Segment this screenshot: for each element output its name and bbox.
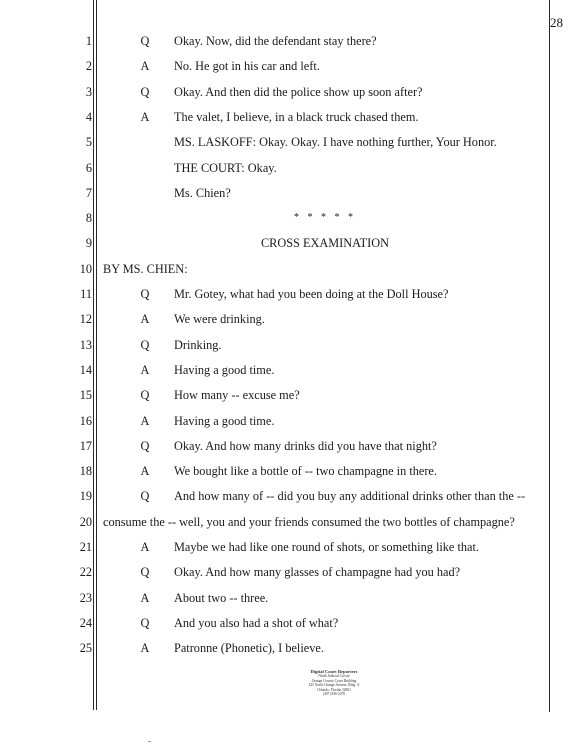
line-number: 23 xyxy=(79,590,92,605)
transcript-line xyxy=(0,234,579,252)
line-text: THE COURT: Okay. xyxy=(174,160,277,175)
line-text: CROSS EXAMINATION xyxy=(260,236,390,251)
line-text: About two -- three. xyxy=(174,590,269,605)
speaker-label: A xyxy=(140,312,150,327)
speaker-label: Q xyxy=(140,388,150,403)
transcript-line xyxy=(0,108,579,126)
line-number: 18 xyxy=(79,464,92,479)
line-text: Patronne (Phonetic), I believe. xyxy=(174,641,324,656)
line-number: 17 xyxy=(79,438,92,453)
transcript-line xyxy=(0,285,579,303)
line-text: MS. LASKOFF: Okay. Okay. I have nothing further, Your Honor. xyxy=(174,135,497,150)
transcript-line xyxy=(0,437,579,455)
line-text: How many -- excuse me? xyxy=(174,388,300,403)
transcript-line xyxy=(0,32,579,50)
line-text: BY MS. CHIEN: xyxy=(103,261,188,276)
line-number: 2 xyxy=(85,59,92,74)
line-text: And how many of -- did you buy any additional drinks other than the -- xyxy=(174,489,526,504)
line-text: Okay. And then did the police show up soon after? xyxy=(174,84,423,99)
line-number: 10 xyxy=(79,261,92,276)
line-text: We bought like a bottle of -- two champagne in there. xyxy=(174,464,437,479)
line-text: The valet, I believe, in a black truck chased them. xyxy=(174,109,419,124)
transcript-line xyxy=(0,487,579,505)
transcript-line xyxy=(0,412,579,430)
transcript-line xyxy=(0,336,579,354)
line-number: 3 xyxy=(85,84,92,99)
line-number: 6 xyxy=(85,160,92,175)
speaker-label: A xyxy=(140,109,150,124)
line-number: 25 xyxy=(79,641,92,656)
line-number: 1 xyxy=(85,34,92,48)
line-text: Okay. Now, did the defendant stay there? xyxy=(174,34,377,48)
line-text: Okay. And how many glasses of champagne had you had? xyxy=(174,565,461,580)
transcript-line xyxy=(0,260,579,278)
reporter-address-line: Orlando, Florida 32801 xyxy=(317,687,351,692)
speaker-label: Q xyxy=(140,84,150,99)
transcript-line xyxy=(0,209,579,227)
line-text: Having a good time. xyxy=(174,362,275,377)
reporter-name: Digital Court Reporters xyxy=(310,669,358,674)
transcript-line xyxy=(0,513,579,531)
transcript-line xyxy=(0,538,579,556)
line-text: Having a good time. xyxy=(174,413,275,428)
speaker-label: A xyxy=(140,590,150,605)
line-number: 8 xyxy=(85,211,92,226)
transcript-line xyxy=(0,361,579,379)
speaker-label: A xyxy=(140,464,150,479)
line-number: 7 xyxy=(85,185,92,200)
speaker-label: Q xyxy=(140,438,150,453)
speaker-label: Q xyxy=(140,489,150,504)
transcript-line xyxy=(0,386,579,404)
line-number: 14 xyxy=(79,362,92,377)
transcript-line xyxy=(0,589,579,607)
speaker-label: Q xyxy=(140,34,150,48)
line-number: 19 xyxy=(79,489,92,504)
line-text: And you also had a shot of what? xyxy=(174,615,339,630)
speaker-label: A xyxy=(140,413,150,428)
line-number: 13 xyxy=(79,337,92,352)
line-number: 22 xyxy=(79,565,92,580)
line-number: 12 xyxy=(79,312,92,327)
reporter-footer xyxy=(280,670,388,696)
transcript-line xyxy=(0,133,579,151)
speaker-label: A xyxy=(140,641,150,656)
line-number: 9 xyxy=(85,236,92,251)
line-text: Drinking. xyxy=(174,337,222,352)
speaker-label: Q xyxy=(140,565,150,580)
transcript-line xyxy=(0,310,579,328)
line-number: 24 xyxy=(79,615,92,630)
transcript-line xyxy=(0,184,579,202)
speaker-label: Q xyxy=(140,337,150,352)
speaker-label: A xyxy=(140,59,150,74)
line-number: 11 xyxy=(80,287,92,301)
transcript-line xyxy=(0,563,579,581)
reporter-address-line: (407) 836-2270 xyxy=(322,692,346,697)
line-text: No. He got in his car and left. xyxy=(174,59,320,74)
line-text: * * * * * xyxy=(294,212,356,224)
line-number: 16 xyxy=(79,413,92,428)
line-text: Ms. Chien? xyxy=(174,185,231,200)
speaker-label: Q xyxy=(140,287,150,301)
transcript-line xyxy=(0,57,579,75)
reporter-address-line: Orange County Court Building xyxy=(311,678,357,683)
scan-mark xyxy=(148,741,151,742)
speaker-label: Q xyxy=(140,615,150,630)
reporter-address-line: Ninth Judicial Circuit xyxy=(318,674,350,679)
line-number: 20 xyxy=(79,514,92,529)
page-number: 28 xyxy=(550,15,563,30)
line-number: 21 xyxy=(79,540,92,554)
line-number: 4 xyxy=(85,109,92,124)
reporter-address-line: 425 North Orange Avenue, Bldg. A xyxy=(308,683,360,688)
transcript-line xyxy=(0,639,579,657)
line-text: Okay. And how many drinks did you have that night? xyxy=(174,438,437,453)
transcript-line xyxy=(0,462,579,480)
line-text: Maybe we had like one round of shots, or something like that. xyxy=(174,540,479,554)
transcript-line xyxy=(0,614,579,632)
transcript-line xyxy=(0,83,579,101)
speaker-label: A xyxy=(140,362,150,377)
line-number: 15 xyxy=(79,388,92,403)
transcript-line xyxy=(0,159,579,177)
line-text: Mr. Gotey, what had you been doing at the Doll House? xyxy=(174,287,449,301)
speaker-label: A xyxy=(140,540,150,554)
line-number: 5 xyxy=(85,135,92,150)
line-text: consume the -- well, you and your friends consumed the two bottles of champagne? xyxy=(103,514,515,529)
line-text: We were drinking. xyxy=(174,312,265,327)
